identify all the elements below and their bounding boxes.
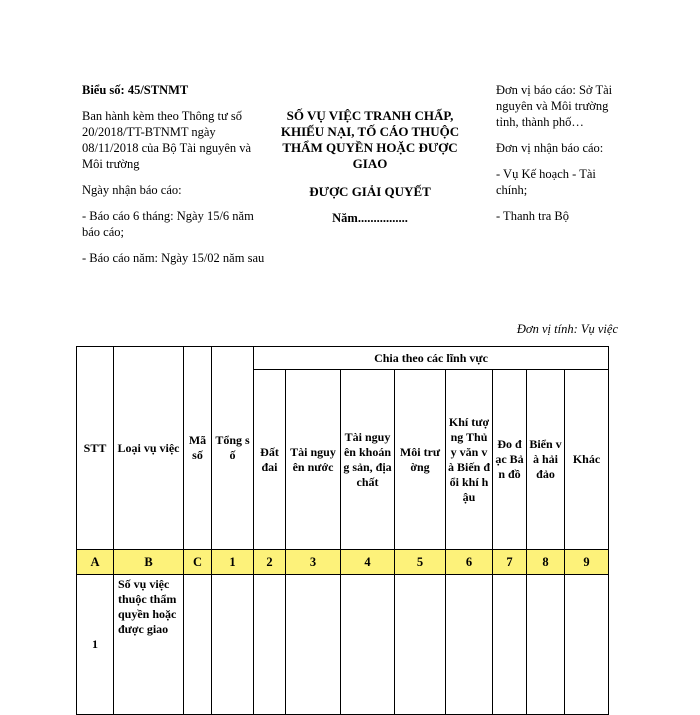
report-table	[76, 346, 609, 715]
annual-deadline: - Báo cáo năm: Ngày 15/02 năm sau	[82, 251, 265, 265]
code-cell: 7	[493, 550, 527, 575]
header-field-environment: Môi trường	[395, 370, 446, 550]
column-code-row	[77, 550, 609, 575]
data-cell	[493, 575, 527, 715]
report-subtitle: ĐƯỢC GIẢI QUYẾT	[309, 184, 431, 199]
semi-annual-deadline: - Báo cáo 6 tháng: Ngày 15/6 năm báo cáo;	[82, 209, 254, 239]
header-stt: STT	[77, 347, 114, 550]
header-field-survey-mapping: Đo đạc Bản đồ	[493, 370, 527, 550]
row-case-type: Số vụ việc thuộc thẩm quyền hoặc được giao	[114, 575, 184, 715]
code-cell: A	[77, 550, 114, 575]
code-cell: 3	[286, 550, 341, 575]
data-cell	[565, 575, 609, 715]
data-cell	[212, 575, 254, 715]
header-total: Tổng số	[212, 347, 254, 550]
code-cell: 8	[527, 550, 565, 575]
report-title: SỐ VỤ VIỆC TRANH CHẤP, KHIẾU NẠI, TỐ CÁO THUỘC THẨM QUYỀN HOẶC ĐƯỢC GIAO	[280, 108, 460, 171]
unit-note: Đơn vị tính: Vụ việc	[516, 322, 618, 336]
header-field-group: Chia theo các lĩnh vực	[254, 347, 609, 370]
data-cell	[184, 575, 212, 715]
header-field-sea-islands: Biển và hải đảo	[527, 370, 565, 550]
data-cell	[341, 575, 395, 715]
code-cell: B	[114, 550, 184, 575]
header-center	[275, 108, 465, 226]
code-cell: 5	[395, 550, 446, 575]
data-cell	[446, 575, 493, 715]
code-cell: 6	[446, 550, 493, 575]
header-field-other: Khác	[565, 370, 609, 550]
header-field-land: Đất đai	[254, 370, 286, 550]
header-right	[496, 82, 616, 234]
row-stt: 1	[77, 575, 114, 715]
data-cell	[395, 575, 446, 715]
data-cell	[527, 575, 565, 715]
header-left	[82, 82, 267, 276]
receiver-planning-finance: - Vụ Kế hoạch - Tài chính;	[496, 167, 596, 197]
code-cell: 9	[565, 550, 609, 575]
header-field-water: Tài nguyên nước	[286, 370, 341, 550]
receive-date-label: Ngày nhận báo cáo:	[82, 183, 182, 197]
table-row	[77, 575, 609, 715]
issued-note: Ban hành kèm theo Thông tư số 20/2018/TT-BTNMT ngày 08/11/2018 của Bộ Tài nguyên và Môi trường	[82, 109, 252, 171]
header-field-minerals: Tài nguyên khoáng sản, địa chất	[341, 370, 395, 550]
code-cell: 1	[212, 550, 254, 575]
report-year: Năm................	[332, 211, 408, 225]
data-cell	[254, 575, 286, 715]
header-field-hydromet: Khí tượng Thủy văn và Biến đổi khí hậu	[446, 370, 493, 550]
code-cell: 4	[341, 550, 395, 575]
reporting-unit: Đơn vị báo cáo: Sở Tài nguyên và Môi trường tỉnh, thành phố…	[496, 83, 613, 129]
code-cell: C	[184, 550, 212, 575]
form-number: Biểu số: 45/STNMT	[82, 83, 189, 97]
header-code: Mã số	[184, 347, 212, 550]
header-case-type: Loại vụ việc	[114, 347, 184, 550]
data-cell	[286, 575, 341, 715]
code-cell: 2	[254, 550, 286, 575]
receiver-inspectorate: - Thanh tra Bộ	[496, 209, 570, 223]
receiving-unit-label: Đơn vị nhận báo cáo:	[496, 141, 604, 155]
